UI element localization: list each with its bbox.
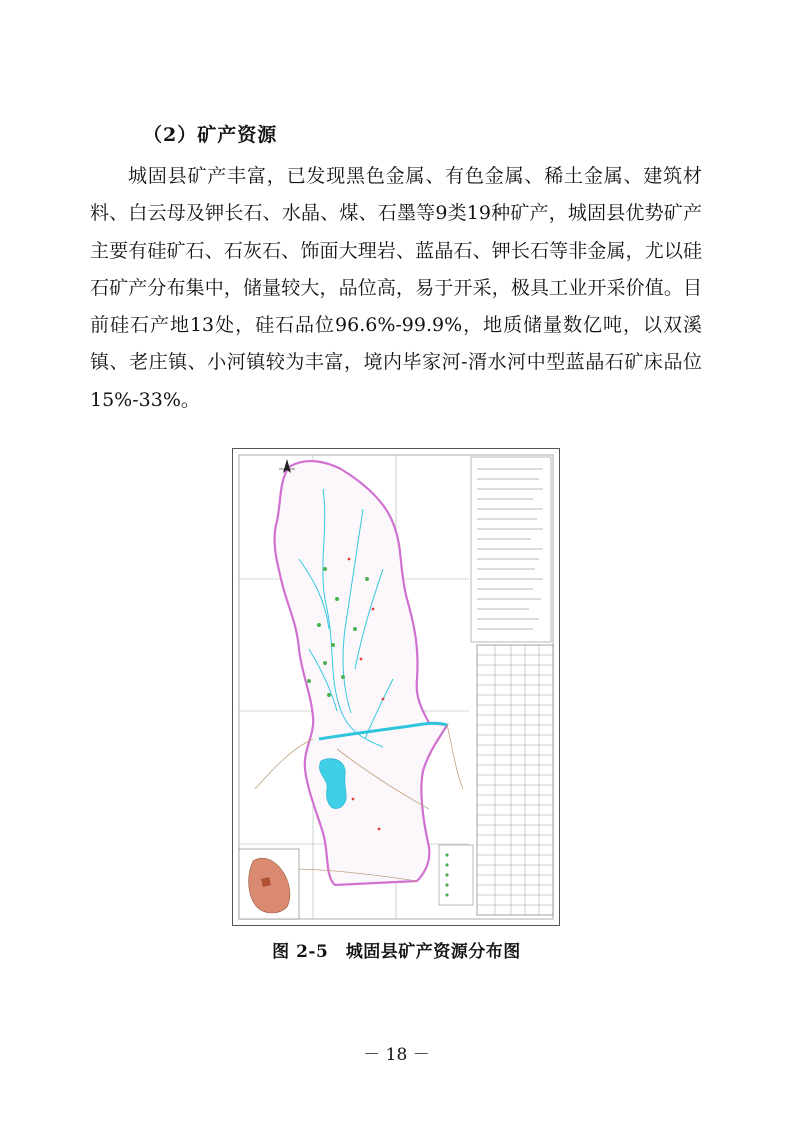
location-inset — [239, 849, 299, 919]
mineral-data-table — [477, 645, 553, 915]
figure-caption: 图 2-5 城固县矿产资源分布图 — [272, 942, 521, 962]
mineral-resource-map — [232, 448, 560, 926]
section-paragraph: 城固县矿产丰富，已发现黑色金属、有色金属、稀土金属、建筑材料、白云母及钾长石、水晶、煤、石墨等9类19种矿产，城固县优势矿产主要有硅矿石、石灰石、饰面大理岩、蓝晶石、钾长石等非金属，尤以硅石矿产分布集中，储量较大，品位高，易于开采，极具工业开采价值。目前硅石产地13处，硅石品位96.6%-99.9%，地质储量数亿吨，以双溪镇、老庄镇、小河镇较为丰富，境内毕家河-湑水河中型蓝晶石矿床品位15%-33%。 — [90, 165, 702, 411]
page-number: － 18 － — [363, 1045, 430, 1065]
map-legend — [471, 457, 551, 642]
section-heading: （2）矿产资源 — [143, 124, 278, 146]
symbol-legend — [439, 845, 473, 905]
